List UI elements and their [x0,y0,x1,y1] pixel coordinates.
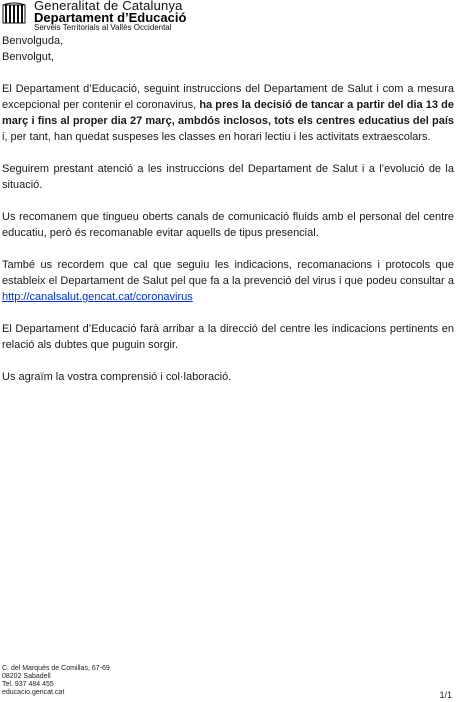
paragraph-health-protocols [2,257,454,305]
paragraph-thanks: Us agraïm la vostra comprensió i col·laboració. [2,371,232,383]
generalitat-logo-icon [2,2,26,26]
department-name: Departament d’Educació [34,10,187,25]
paragraph-closure-announcement [2,81,454,145]
paragraph-indications: El Departament d’Educació farà arribar a la direcció del centre les indicacions pertinents en relació als dubtes que puguin sorgir. [2,323,454,351]
paragraph-text: El Departament d’Educació, seguint instruccions del Departament de Salut i com a mesura excepcional per contenir el coronavirus, [2,83,454,111]
canalsalut-link[interactable]: http://canalsalut.gencat.cat/coronavirus [2,291,193,303]
paragraph-communication: Us recomanem que tingueu oberts canals de comunicació fluids amb el personal del centre educatiu, però és recomanable evitar aquells de tipus presencial. [2,211,454,239]
page-number: 1/1 [439,690,452,700]
paragraph-text: També us recordem que cal que seguiu les indicacions, recomanacions i protocols que estableix el Departament de Salut pel que fa a la prevenció del virus i que podeu consultar a [2,259,454,287]
paragraph-follow-instructions: Seguirem prestant atenció a les instruccions del Departament de Salut i a l’evolució de la situació. [2,163,454,191]
footer-address [2,665,110,697]
address-phone: Tel. 937 484 455 [2,681,54,688]
address-city: 08202 Sabadell [2,673,51,680]
address-web: educacio.gencat.cat [2,689,65,696]
closure-decision-text: ha pres la decisió de tancar a partir del dia 13 de març i fins al proper dia 27 març, ambdós inclosos, tots els centres educatius del país [2,99,454,127]
organization-name: Generalitat de Catalunya [34,0,183,13]
letter-body [2,33,454,385]
paragraph-text: i, per tant, han quedat suspeses les classes en horari lectiu i les activitats extraescolars. [2,131,431,143]
letterhead [0,0,462,32]
salutation-male: Benvolgut, [2,51,54,63]
territorial-unit: Serveis Territorials al Vallès Occidental [34,23,172,32]
address-street: C. del Marquès de Comillas, 67-69 [2,665,110,672]
salutation-female: Benvolguda, [2,35,64,47]
